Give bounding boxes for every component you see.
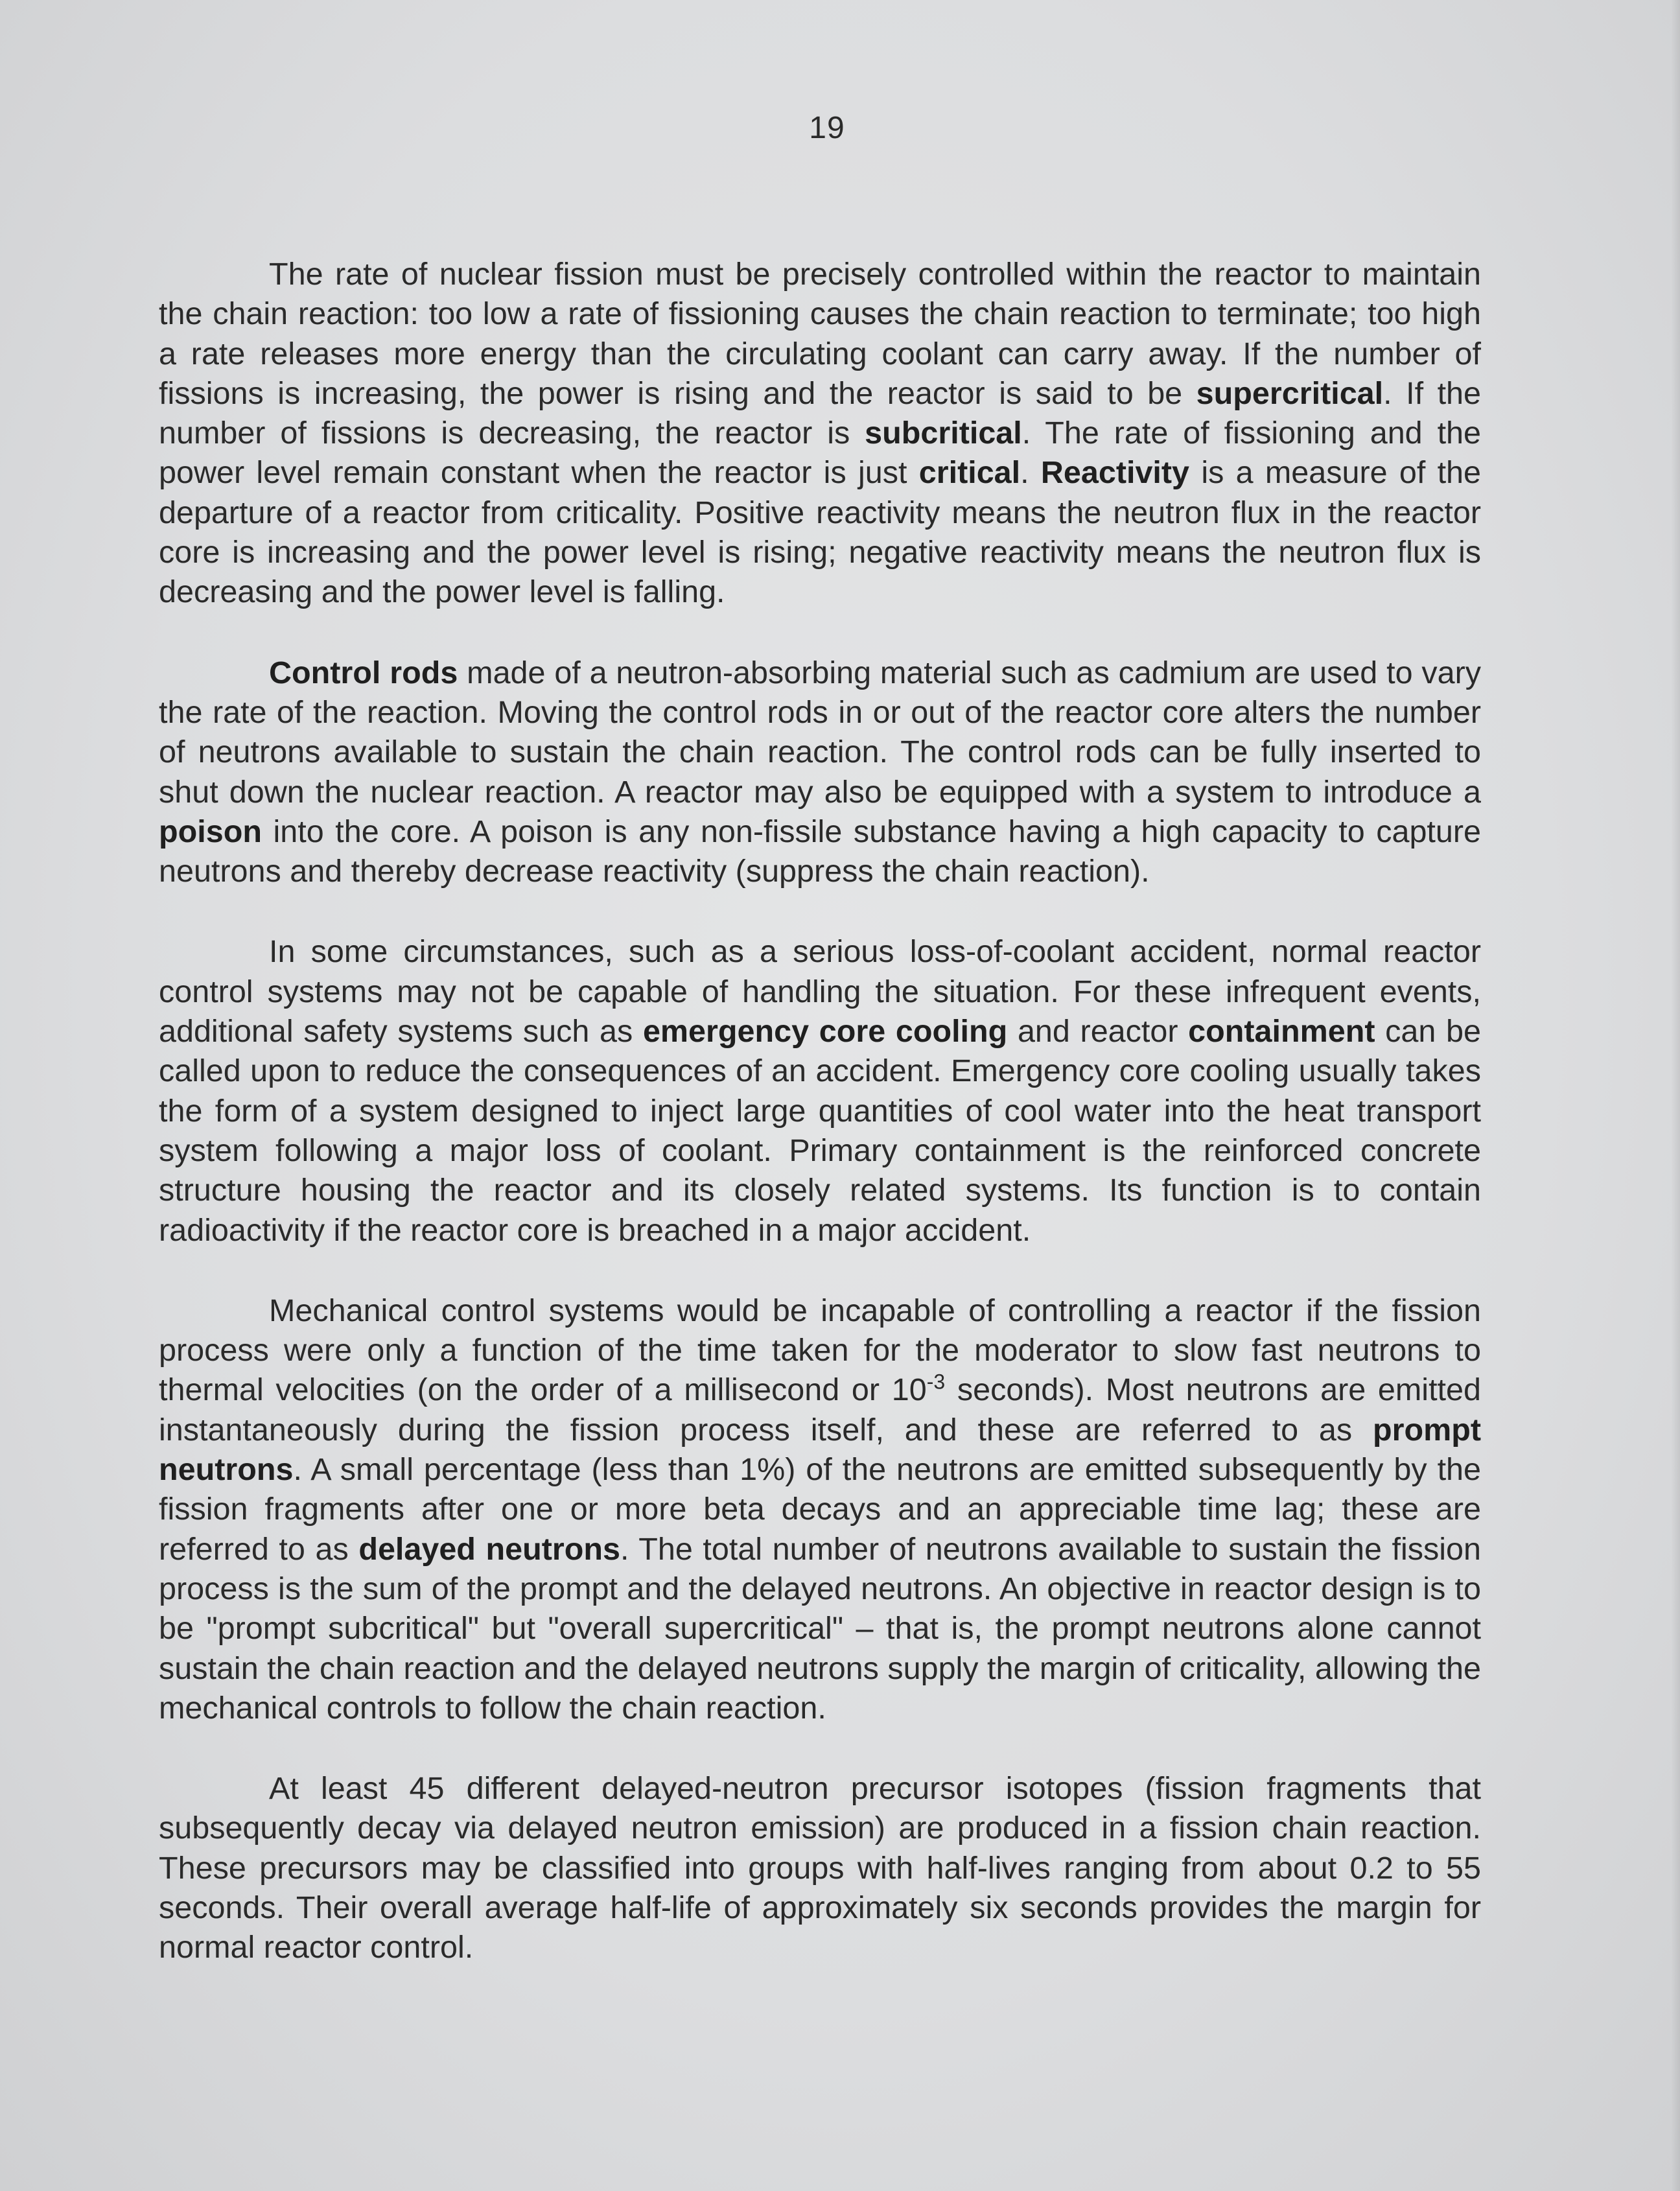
paragraph-safety-systems: [159, 932, 1481, 1250]
text-span: and reactor: [1007, 1014, 1189, 1049]
text-span: . The total number of neutrons available to sustain the fission process is the sum of the prompt and the delayed neutrons. An objective in reactor design is to be "prompt subcritical" but "overall supercritical" – that is, the prompt neutrons alone cannot sustain the chain reaction and the delayed neutrons supply the margin of criticality, allowing the mechanical controls to follow the chain reaction.: [159, 1531, 1481, 1726]
text-span: . If the number of fissions is decreasing, the reactor is: [159, 375, 1482, 451]
term-subcritical: subcritical: [865, 416, 1022, 451]
text-span: .: [1020, 455, 1041, 491]
superscript-exponent: -3: [926, 1370, 946, 1394]
term-delayed-neutrons: delayed neutrons: [358, 1531, 621, 1567]
text-span: In some circumstances, such as a serious loss-of-coolant accident, normal reactor control systems may not be capable of handling the situation. For these infrequent events, additional safety systems such as: [159, 934, 1481, 1049]
term-prompt-neutrons: prompt neutrons: [159, 1412, 1481, 1488]
term-control-rods: Control rods: [269, 655, 458, 690]
paragraph-reactivity: [159, 255, 1481, 613]
text-span: into the core. A poison is any non-fissile substance having a high capacity to capture neutrons and thereby decrease reactivity (suppress the chain reaction).: [159, 814, 1481, 889]
text-span: At least 45 different delayed-neutron precursor isotopes (fission fragments that subsequently decay via delayed neutron emission) are produced in a fission chain reaction. These precursors may be classified into groups with half-lives ranging from about 0.2 to 55 seconds. Their overall average half-life of approximately six seconds provides the margin for normal reactor control.: [159, 1771, 1481, 1965]
text-span: . The rate of fissioning and the power level remain constant when the reactor is just: [159, 416, 1481, 491]
paragraph-precursor-isotopes: [159, 1769, 1481, 1967]
text-span: . A small percentage (less than 1%) of the neutrons are emitted subsequently by the fission fragments after one or more beta decays and an appreciable time lag; these are referred to as: [159, 1452, 1481, 1567]
paragraph-control-rods: [159, 653, 1481, 892]
page-number: 19: [809, 111, 845, 145]
text-span: can be called upon to reduce the consequences of an accident. Emergency core cooling usually takes the form of a system designed to inject large quantities of cool water into the heat transport system following a major loss of coolant. Primary containment is the reinforced concrete structure housing the reactor and its closely related systems. Its function is to contain radioactivity if the reactor core is breached in a major accident.: [159, 1014, 1481, 1248]
text-span: is a measure of the departure of a reactor from criticality. Positive reactivity means the neutron flux in the reactor core is increasing and the power level is rising; negative reactivity means the neutron flux is decreasing and the power level is falling.: [159, 455, 1481, 610]
page-edge-shadow: [1671, 0, 1680, 2191]
term-poison: poison: [159, 814, 262, 849]
text-span: seconds). Most neutrons are emitted instantaneously during the fission process itself, and these are referred to as: [159, 1372, 1481, 1447]
term-containment: containment: [1188, 1014, 1375, 1049]
paragraph-delayed-neutrons: [159, 1291, 1481, 1728]
term-emergency-core-cooling: emergency core cooling: [642, 1014, 1008, 1049]
term-reactivity: Reactivity: [1040, 455, 1190, 491]
text-span: The rate of nuclear fission must be precisely controlled within the reactor to maintain the chain reaction: too low a rate of fissioning causes the chain reaction to terminate; too high a rate releases more energy than the circulating coolant can carry away. If the number of fissions is increasing, the power is rising and the reactor is said to be: [159, 257, 1481, 411]
term-supercritical: supercritical: [1196, 375, 1384, 411]
term-critical: critical: [918, 455, 1021, 491]
text-span: Mechanical control systems would be incapable of controlling a reactor if the fission process were only a function of the time taken for the moderator to slow fast neutrons to thermal velocities (on the order of a millisecond or 10: [159, 1293, 1481, 1408]
text-span: made of a neutron-absorbing material such as cadmium are used to vary the rate of the reaction. Moving the control rods in or out of the reactor core alters the number of neutrons available to sustain the chain reaction. The control rods can be fully inserted to shut down the nuclear reaction. A reactor may also be equipped with a system to introduce a: [159, 655, 1481, 810]
body-text: [159, 255, 1481, 2009]
